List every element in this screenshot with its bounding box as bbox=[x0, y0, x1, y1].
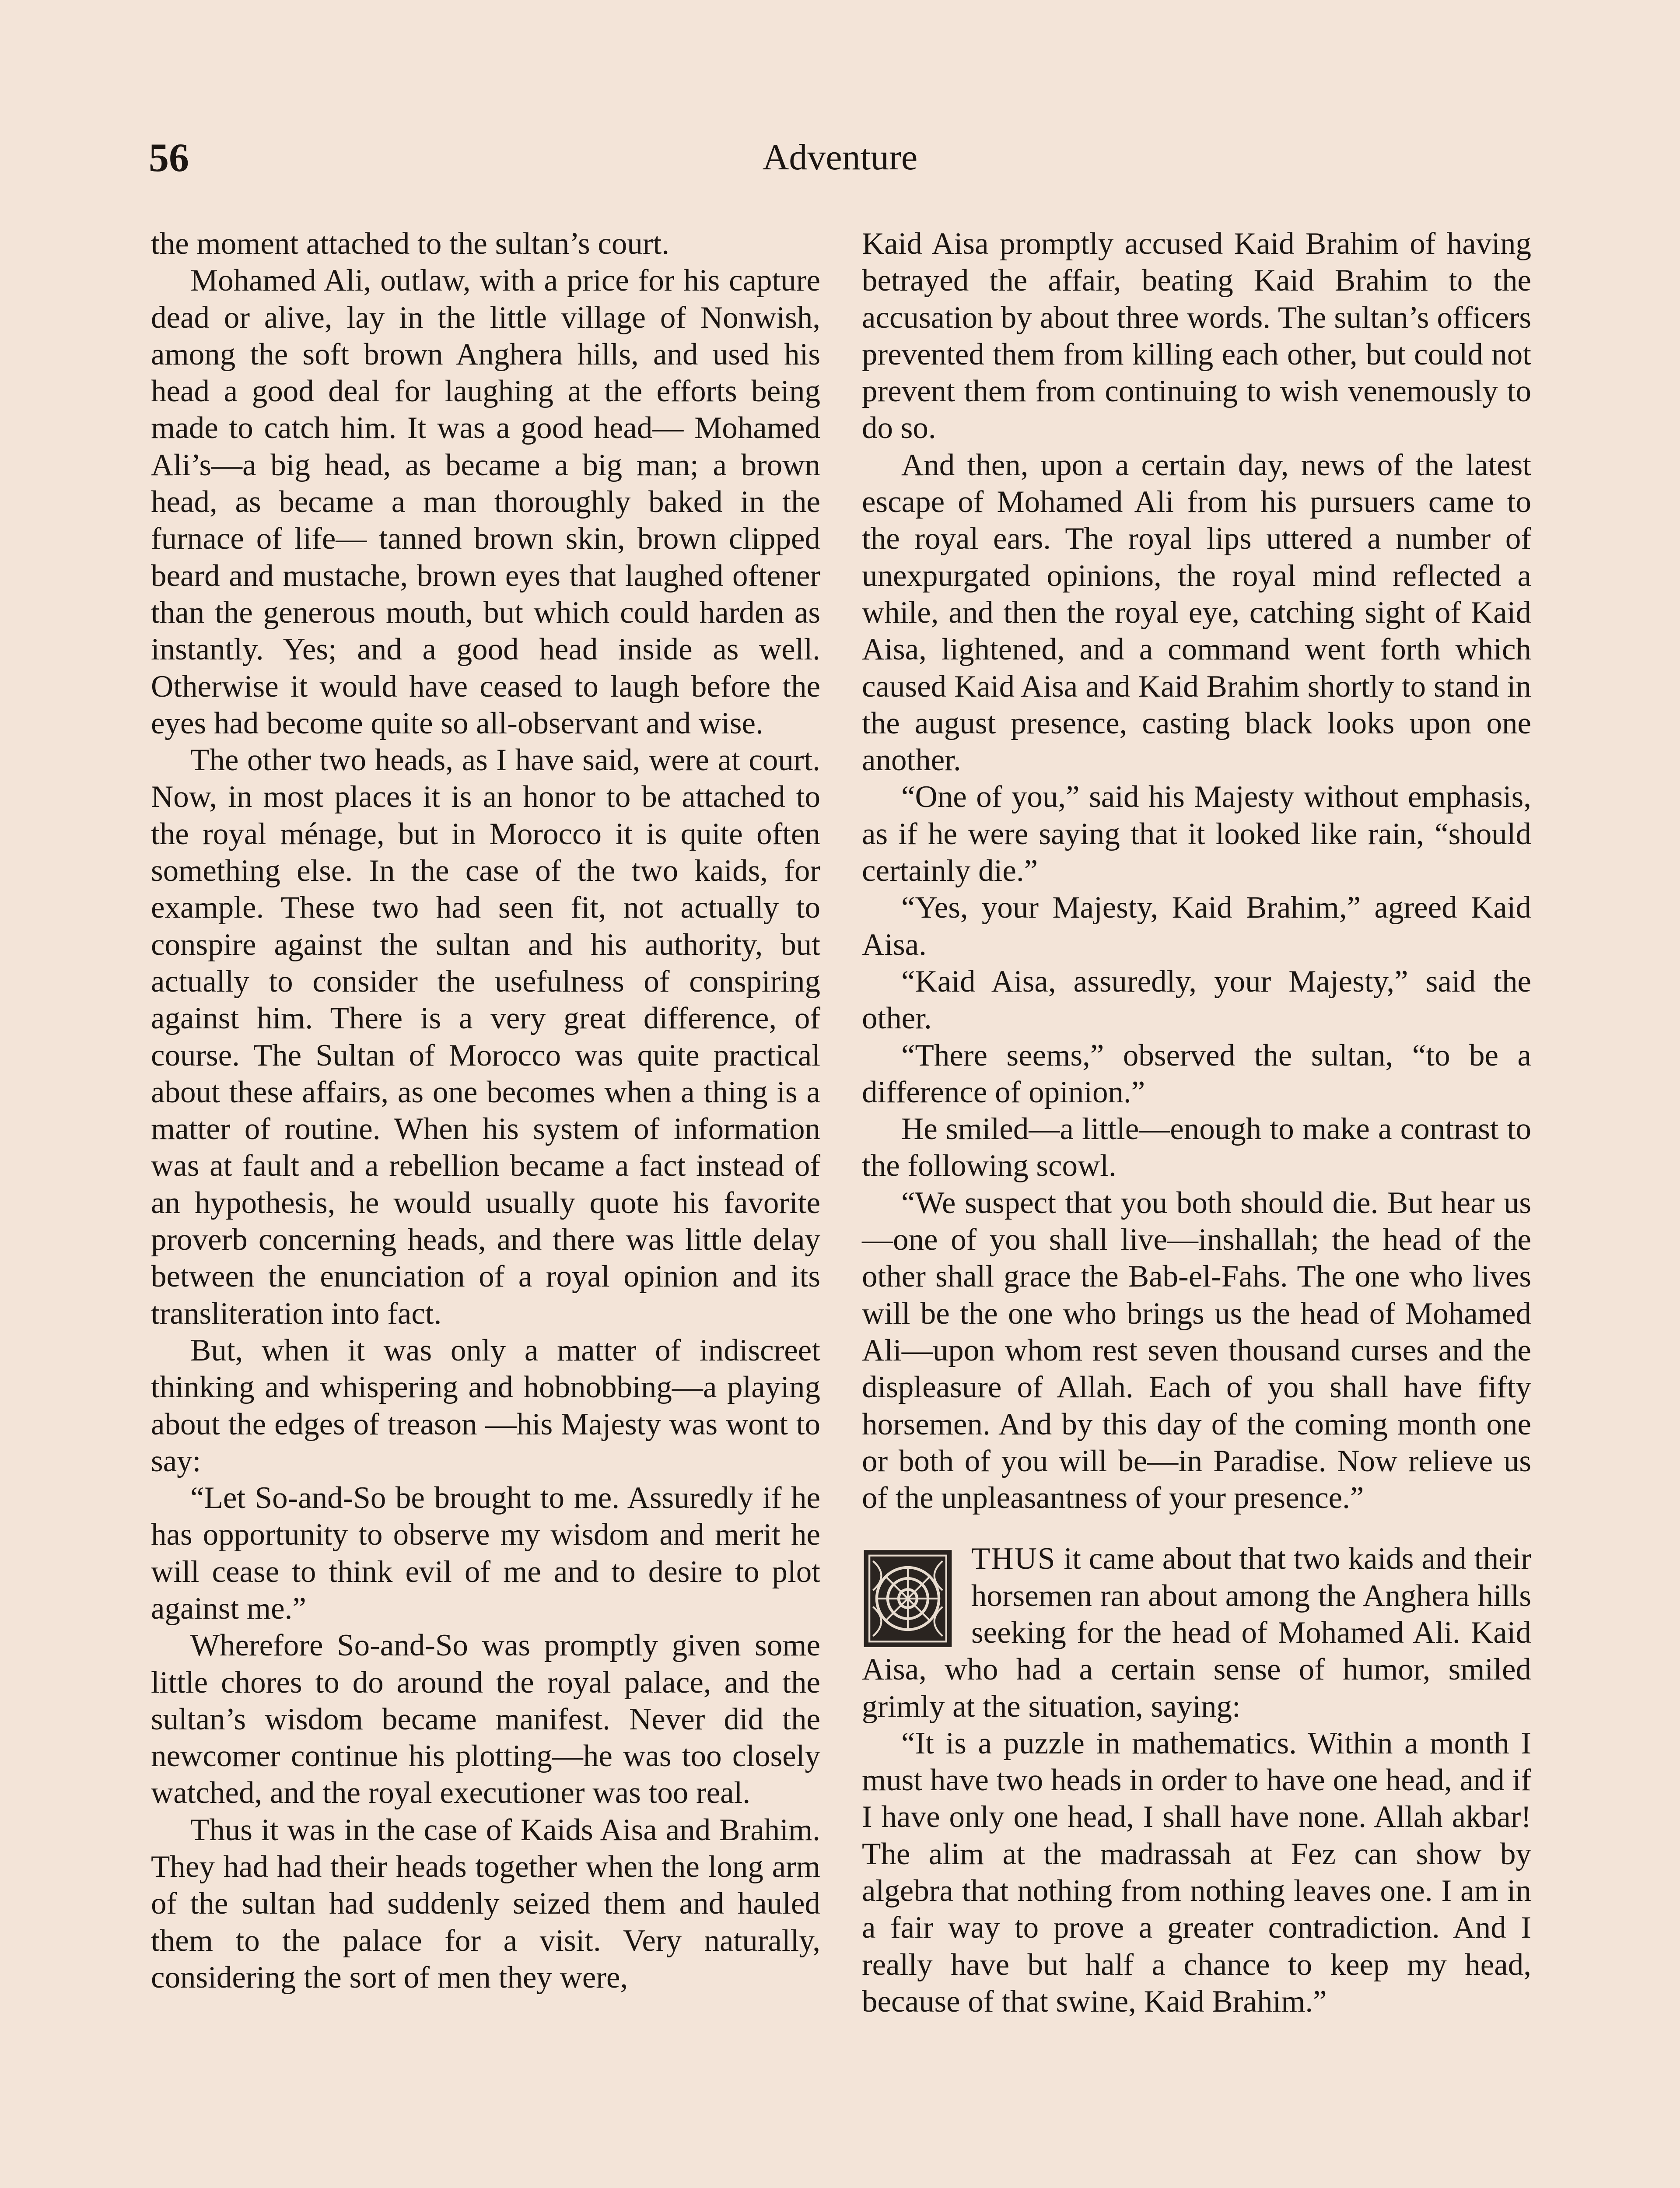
ornamental-knot-icon bbox=[862, 1548, 954, 1649]
paragraph: “Yes, your Majesty, Kaid Brahim,” agreed Kaid Aisa. bbox=[862, 891, 1531, 962]
paragraph: Thus it was in the case of Kaids Aisa and Brahim. They had had their heads together when the long arm of the sultan had suddenly seized them and hauled them to the palace for a visit. Very naturally, considering the sort of men they were, bbox=[151, 1813, 820, 1995]
running-title: Adventure bbox=[762, 137, 918, 178]
page-header bbox=[149, 131, 1531, 184]
paragraph: “There seems,” observed the sultan, “to be a difference of opinion.” bbox=[862, 1038, 1531, 1109]
paragraph: Wherefore So-and-So was promptly given some little chores to do around the royal palace, and the sultan’s wisdom became manifest. Never did the newcomer continue his plotting—he was too closely watched, and the royal executioner was too real. bbox=[151, 1628, 820, 1810]
left-column bbox=[151, 225, 820, 1996]
paragraph: He smiled—a little—enough to make a contrast to the following scowl. bbox=[862, 1112, 1531, 1183]
paragraph: Mohamed Ali, outlaw, with a price for his capture dead or alive, lay in the little village of Nonwish, among the soft brown Anghera hills, and used his head a good deal for laughing at the efforts being made to catch him. It was a good head— Mohamed Ali’s—a big head, as became a big man; a brown head, as became a man thoroughly baked in the furnace of life— tanned brown skin, brown clipped beard and mustache, brown eyes that laughed oftener than the generous mouth, but which could harden as instantly. Yes; and a good head inside as well. Otherwise it would have ceased to laugh before the eyes had become quite so all-observant and wise. bbox=[151, 263, 820, 740]
paragraph: And then, upon a certain day, news of the latest escape of Mohamed Ali from his pursuers came to the royal ears. The royal lips uttered a number of unexpurgated opinions, the royal mind reflected a while, and then the royal eye, catching sight of Kaid Aisa, lightened, and a command went forth which caused Kaid Aisa and Kaid Brahim shortly to stand in the august presence, casting black looks upon one another. bbox=[862, 448, 1531, 778]
paragraph: “We suspect that you both should die. But hear us—one of you shall live—inshallah; the head of the other shall grace the Bab-el-Fahs. The one who lives will be the one who brings us the head of Mohamed Ali—upon whom rest seven thousand curses and the displeasure of Allah. Each of you shall have fifty horsemen. And by this day of the coming month one or both of you will be—in Paradise. Now relieve us of the unpleasantness of your presence.” bbox=[862, 1185, 1531, 1515]
lead-word: THUS bbox=[971, 1542, 1056, 1576]
paragraph: the moment attached to the sultan’s court. bbox=[151, 227, 669, 261]
right-column bbox=[862, 225, 1531, 2020]
paragraph: The other two heads, as I have said, were at court. Now, in most places it is an honor to be attached to the royal ménage, but in Morocco it is quite often something else. In the case of the two kaids, for example. These two had seen fit, not actually to conspire against the sultan and his authority, but actually to consider the usefulness of conspiring against him. There is a very great difference, of course. The Sultan of Morocco was quite practical about these affairs, as one becomes when a thing is a matter of routine. When his system of information was at fault and a rebellion became a fact instead of an hypothesis, he would usually quote his favorite proverb concerning heads, and there was little delay between the enunciation of a royal opinion and its transliteration into fact. bbox=[151, 743, 820, 1331]
section-opening bbox=[862, 1540, 1531, 1725]
section-text: it came about that two kaids and their horsemen ran about among the Anghera hills seeking for the head of Mohamed Ali. Kaid Aisa, who had a certain sense of humor, smiled grimly at the situation, saying: bbox=[862, 1542, 1531, 1724]
paragraph: “One of you,” said his Majesty without emphasis, as if he were saying that it looked like rain, “should certainly die.” bbox=[862, 780, 1531, 888]
paragraph: “Kaid Aisa, assuredly, your Majesty,” said the other. bbox=[862, 964, 1531, 1036]
paragraph: “Let So-and-So be brought to me. Assuredly if he has opportunity to observe my wisdom and merit he will cease to think evil of me and to desire to plot against me.” bbox=[151, 1481, 820, 1626]
page-number: 56 bbox=[149, 135, 189, 180]
paragraph: Kaid Aisa promptly accused Kaid Brahim of having betrayed the affair, beating Kaid Brahim to the accusation by about three words. The sultan’s officers prevented them from killing each other, but could not prevent them from continuing to wish venemously to do so. bbox=[862, 227, 1531, 445]
paragraph: “It is a puzzle in mathematics. Within a month I must have two heads in order to have one head, and if I have only one head, I shall have none. Allah akbar! The alim at the madrassah at Fez can show by algebra that nothing from nothing leaves one. I am in a fair way to prove a greater contradiction. And I really have but half a chance to keep my head, because of that swine, Kaid Brahim.” bbox=[862, 1726, 1531, 2019]
paragraph: But, when it was only a matter of indiscreet thinking and whispering and hobnobbing—a playing about the edges of treason —his Majesty was wont to say: bbox=[151, 1333, 820, 1478]
